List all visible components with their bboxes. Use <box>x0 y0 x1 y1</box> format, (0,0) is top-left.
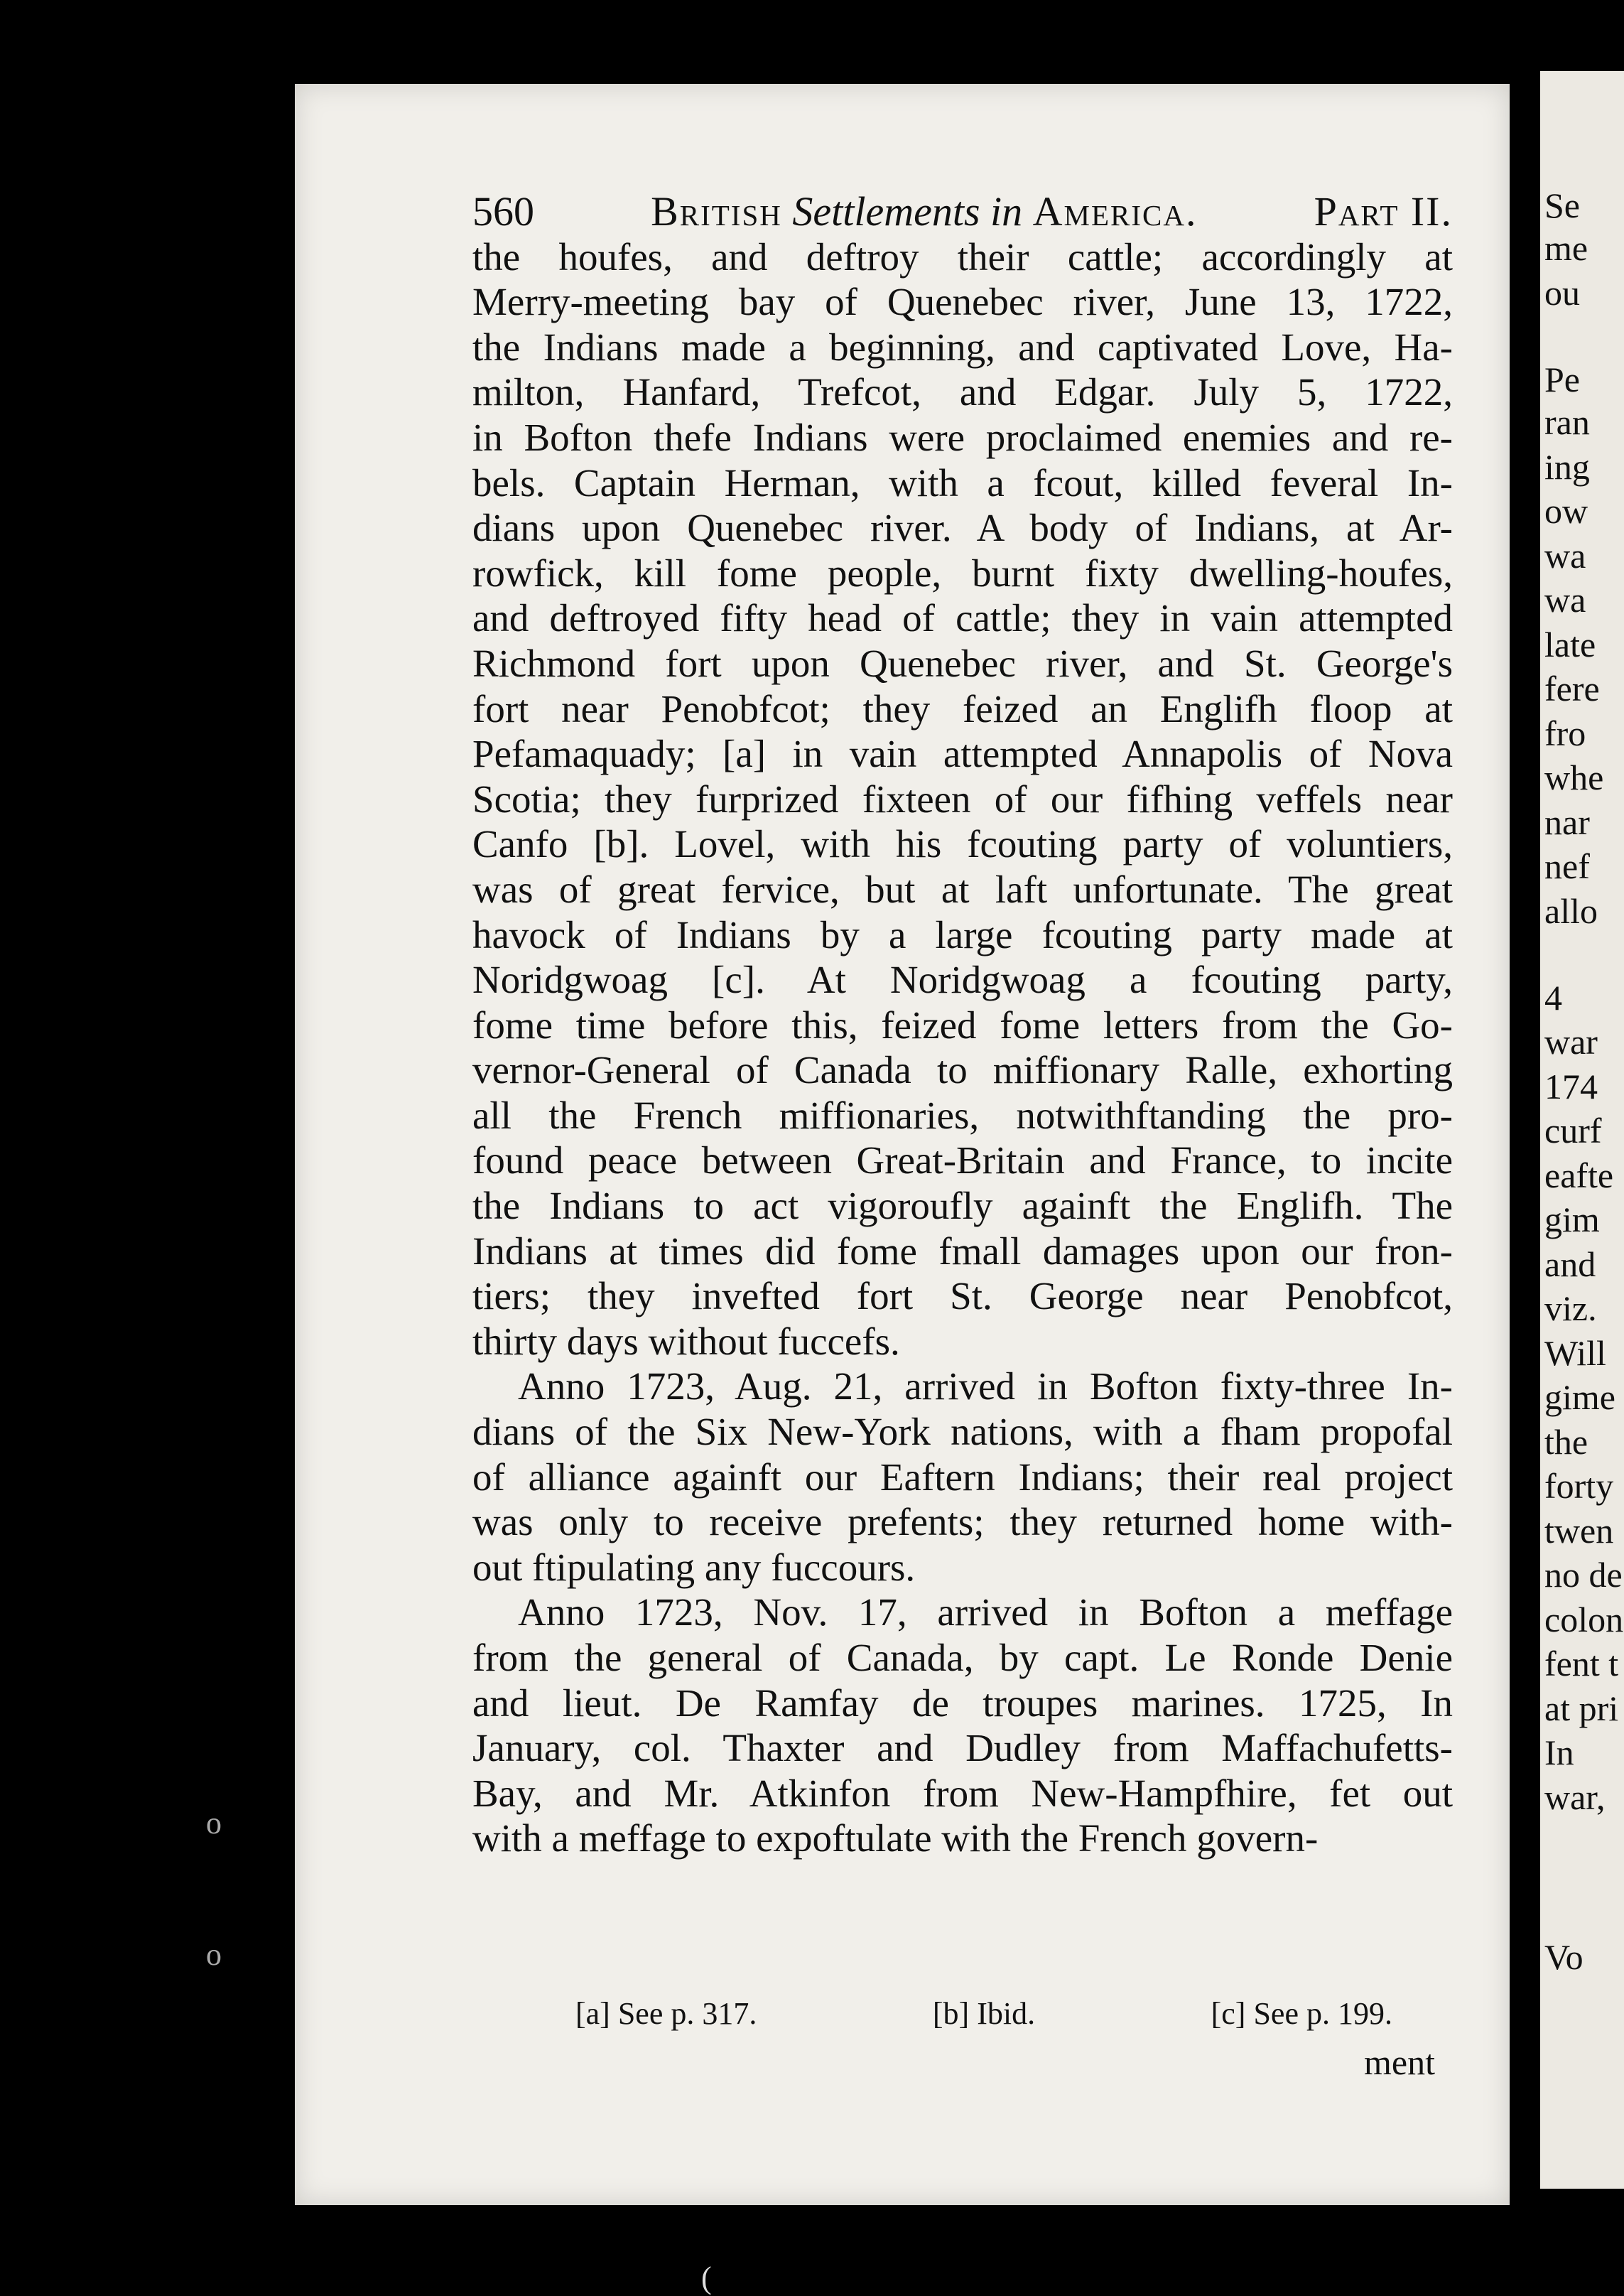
text-line: the Indians made a beginning, and captivated Love, Ha- <box>472 325 1453 369</box>
text-line: and lieut. De Ramfay de troupes marines. 1725, In <box>472 1681 1453 1725</box>
text-line: bels. Captain Herman, with a fcout, killed feveral In- <box>472 460 1453 505</box>
adjacent-page-fragment: twen <box>1544 1511 1614 1551</box>
adjacent-page-fragment: ing <box>1544 447 1590 487</box>
adjacent-page-fragment: wa <box>1544 580 1586 620</box>
text-line: milton, Hanfard, Trefcot, and Edgar. July 5, 1722, <box>472 370 1453 414</box>
adjacent-page-fragment: fere <box>1544 669 1600 708</box>
text-line: Indians at times did fome fmall damages upon our fron- <box>472 1229 1453 1273</box>
adjacent-page-fragment: gim <box>1544 1200 1600 1239</box>
text-line: January, col. Thaxter and Dudley from Maffachufetts- <box>472 1726 1453 1770</box>
page-text <box>472 189 1453 1861</box>
adjacent-page-fragment: viz. <box>1544 1288 1597 1328</box>
text-line: rowfick, kill fome people, burnt fixty dwelling-houfes, <box>472 551 1453 595</box>
text-line: Scotia; they furprized fixteen of our fifhing veffels near <box>472 777 1453 821</box>
text-line: dians upon Quenebec river. A body of Indians, at Ar- <box>472 506 1453 550</box>
text-line: thirty days without fuccefs. <box>472 1319 900 1363</box>
text-line: vernor-General of Canada to miffionary Ralle, exhorting <box>472 1048 1453 1092</box>
book-page <box>295 84 1510 2205</box>
adjacent-page-fragment: fro <box>1544 713 1586 753</box>
adjacent-page-fragment: war <box>1544 1022 1598 1062</box>
text-line: all the French miffionaries, notwithftanding the pro- <box>472 1093 1453 1137</box>
adjacent-page-fragment: eafte <box>1544 1155 1614 1195</box>
text-line: havock of Indians by a large fcouting party made at <box>472 912 1453 956</box>
text-line: of alliance againft our Eaftern Indians; their real project <box>472 1455 1453 1499</box>
text-line: Bay, and Mr. Atkinfon from New-Hampfhire, fet out <box>472 1771 1453 1815</box>
text-line: in Bofton thefe Indians were proclaimed enemies and re- <box>472 415 1453 459</box>
adjacent-page-fragment: the <box>1544 1422 1588 1462</box>
adjacent-page-fragment: no de <box>1544 1555 1623 1595</box>
body-text <box>472 235 1453 1861</box>
adjacent-page-fragment: colon <box>1544 1600 1624 1639</box>
catchword: ment <box>1364 2042 1435 2082</box>
adjacent-page-fragment: wa <box>1544 536 1586 576</box>
adjacent-page-fragment: and <box>1544 1244 1596 1284</box>
text-line: tiers; they invefted fort St. George near Penobfcot, <box>472 1274 1453 1318</box>
footnotes <box>575 1995 1392 2032</box>
text-line: the Indians to act vigoroufly againft the Englifh. The <box>472 1184 1453 1228</box>
running-title: British Settlements in America. <box>651 188 1198 235</box>
adjacent-page-fragment: Pe <box>1544 360 1580 399</box>
adjacent-page-fragment: forty <box>1544 1466 1614 1506</box>
adjacent-page-fragment: Vo <box>1544 1937 1584 1977</box>
text-line: out ftipulating any fuccours. <box>472 1545 916 1589</box>
adjacent-page-fragment: Se <box>1544 185 1580 225</box>
adjacent-page-edge <box>1540 71 1624 2189</box>
adjacent-page-fragment: 4 <box>1544 978 1562 1018</box>
text-line: the houfes, and deftroy their cattle; accordingly at <box>472 235 1453 279</box>
text-line: and deftroyed fifty head of cattle; they in vain attempted <box>472 596 1453 640</box>
text-line: found peace between Great-Britain and France, to incite <box>472 1138 1453 1182</box>
bottom-mark: ( <box>701 2260 712 2295</box>
adjacent-page-fragment: gime <box>1544 1377 1615 1417</box>
text-line: was of great fervice, but at laft unfortunate. The great <box>472 867 1453 911</box>
adjacent-page-fragment: fent t <box>1544 1644 1619 1683</box>
text-line: dians of the Six New-York nations, with a fham propofal <box>472 1410 1453 1454</box>
text-line: fort near Penobfcot; they feized an Englifh floop at <box>472 686 1453 731</box>
text-line: Noridgwoag [c]. At Noridgwoag a fcouting party, <box>472 958 1453 1002</box>
footnote-c: [c] See p. 199. <box>1211 1996 1392 2031</box>
running-header <box>472 189 1453 235</box>
text-line: was only to receive prefents; they returned home with- <box>472 1500 1453 1544</box>
adjacent-page-fragment: nar <box>1544 802 1590 842</box>
margin-mark: o <box>206 1937 222 1972</box>
adjacent-page-fragment: ow <box>1544 491 1588 531</box>
text-line: Canfo [b]. Lovel, with his fcouting party of voluntiers, <box>472 822 1453 866</box>
adjacent-page-fragment: ran <box>1544 402 1590 442</box>
footnote-a: [a] See p. 317. <box>575 1996 757 2031</box>
adjacent-page-fragment: allo <box>1544 891 1598 931</box>
adjacent-page-fragment: nef <box>1544 846 1590 886</box>
adjacent-page-fragment: 174 <box>1544 1067 1598 1106</box>
text-line: Richmond fort upon Quenebec river, and St. George's <box>472 641 1453 685</box>
footnote-b: [b] Ibid. <box>932 1996 1036 2031</box>
adjacent-page-fragment: war, <box>1544 1777 1606 1817</box>
part-label: Part II. <box>1314 188 1453 235</box>
text-line: Anno 1723, Nov. 17, arrived in Bofton a meffage <box>518 1590 1453 1634</box>
margin-mark: o <box>206 1806 222 1840</box>
adjacent-page-fragment: whe <box>1544 758 1604 797</box>
adjacent-page-fragment: late <box>1544 625 1596 664</box>
adjacent-page-fragment: ou <box>1544 273 1580 313</box>
text-line: Anno 1723, Aug. 21, arrived in Bofton fixty-three In- <box>518 1364 1453 1408</box>
page-number: 560 <box>472 188 534 235</box>
text-line: fome time before this, feized fome letters from the Go- <box>472 1003 1453 1047</box>
adjacent-page-fragment: at pri <box>1544 1688 1619 1728</box>
adjacent-page-fragment: In <box>1544 1732 1574 1772</box>
adjacent-page-fragment: me <box>1544 228 1588 268</box>
adjacent-page-fragment: curf <box>1544 1111 1602 1150</box>
text-line: Merry-meeting bay of Quenebec river, June 13, 1722, <box>472 280 1453 324</box>
adjacent-page-fragment: Will <box>1544 1333 1606 1373</box>
text-line: Pefamaquady; [a] in vain attempted Annapolis of Nova <box>472 732 1453 776</box>
text-line: with a meffage to expoftulate with the French govern- <box>472 1816 1319 1860</box>
text-line: from the general of Canada, by capt. Le Ronde Denie <box>472 1636 1453 1679</box>
